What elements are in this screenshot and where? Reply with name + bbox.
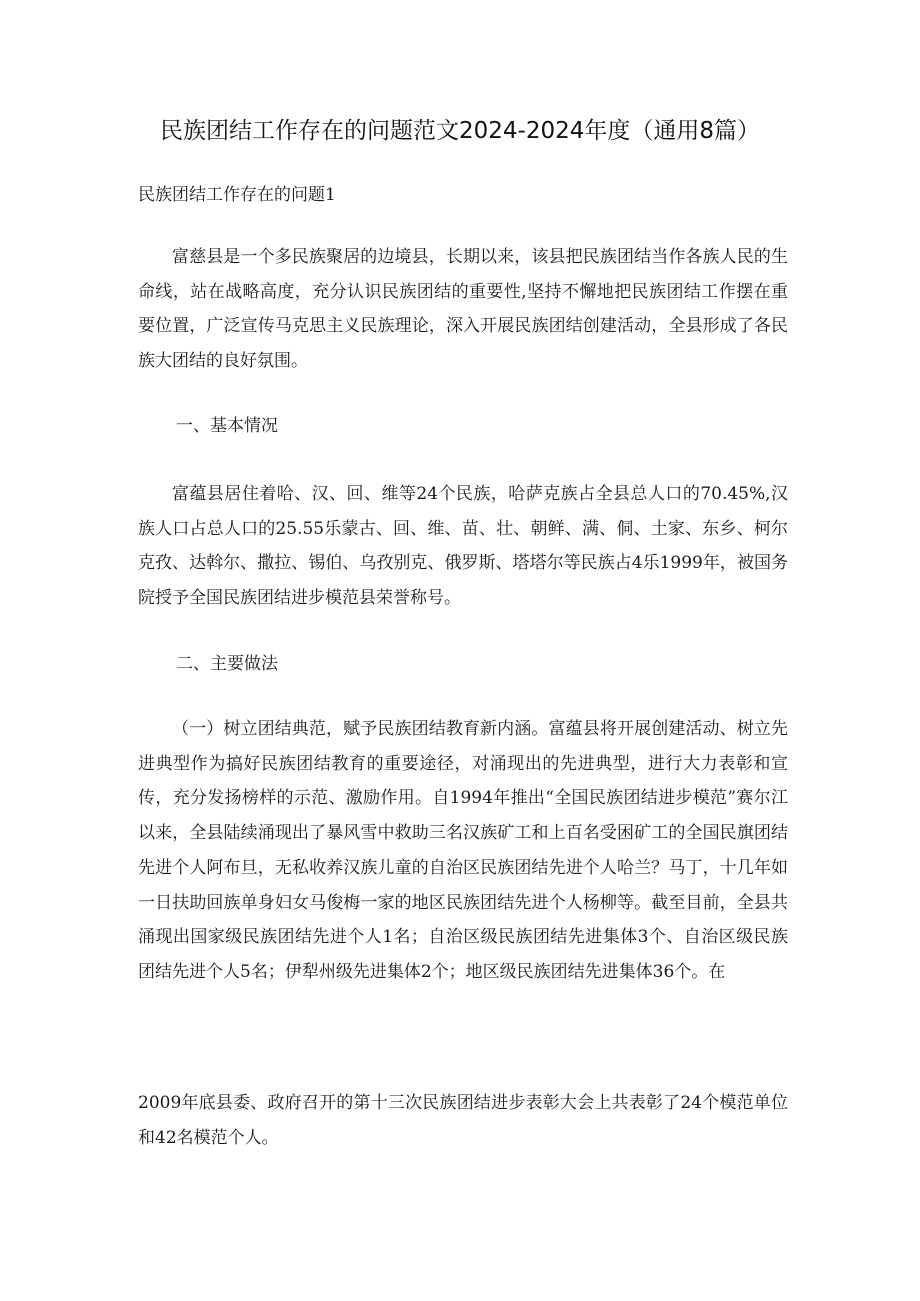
section-subtitle: 民族团结工作存在的问题1 (138, 185, 336, 205)
paragraph-practice-one: （一）树立团结典范，赋予民族团结教育新内涵。富蕴县将开展创建活动、树立先进典型作为搞好民族团结教育的重要途径，对涌现出的先进典型，进行大力表彰和宣传，充分发扬榜样的示范、激励作用。自1994年推出“全国民族团结进步模范”赛尔江以来，全县陆续涌现出了暴风雪中救助三名汉族矿工和上百名受困矿工的全国民旗团结先进个人阿布旦，无私收养汉族儿童的自治区民族团结先进个人哈兰？马丁，十几年如一日扶助回族单身妇女马俊梅一家的地区民族团结先进个人杨柳等。截至目前，全县共涌现出国家级民族团结先进个人1名；自治区级民族团结先进集体3个、自治区级民族团结先进个人5名；伊犁州级先进集体2个；地区级民族团结先进集体36个。在 (138, 719, 788, 982)
document-title: 民族团结工作存在的问题范文2024-2024年度（通用8篇） (160, 118, 760, 144)
paragraph-commendation: 2009年底县委、政府召开的第十三次民族团结进步表彰大会上共表彰了24个模范单位和42名模范个人。 (138, 1093, 788, 1148)
paragraph-intro: 富慈县是一个多民族聚居的边境县，长期以来，该县把民族团结当作各族人民的生命线，站在战略高度，充分认识民族团结的重要性,坚持不懈地把民族团结工作摆在重要位置，广泛宣传马克思主义民族理论，深入开展民族团结创建活动，全县形成了各民族大团结的良好氛围。 (138, 247, 788, 372)
heading-main-practices: 二、主要做法 (176, 654, 278, 674)
heading-basic-situation: 一、基本情况 (176, 416, 278, 436)
paragraph-basic-situation: 富蕴县居住着哈、汉、回、维等24个民族，哈萨克族占全县总人口的70.45%,汉族人口占总人口的25.55乐蒙古、回、维、苗、壮、朝鲜、满、侗、土家、东乡、柯尔克孜、达斡尔、撒拉、锡伯、乌孜别克、俄罗斯、塔塔尔等民族占4乐1999年，被国务院授予全国民族团结进步模范县荣誉称号。 (138, 484, 788, 609)
